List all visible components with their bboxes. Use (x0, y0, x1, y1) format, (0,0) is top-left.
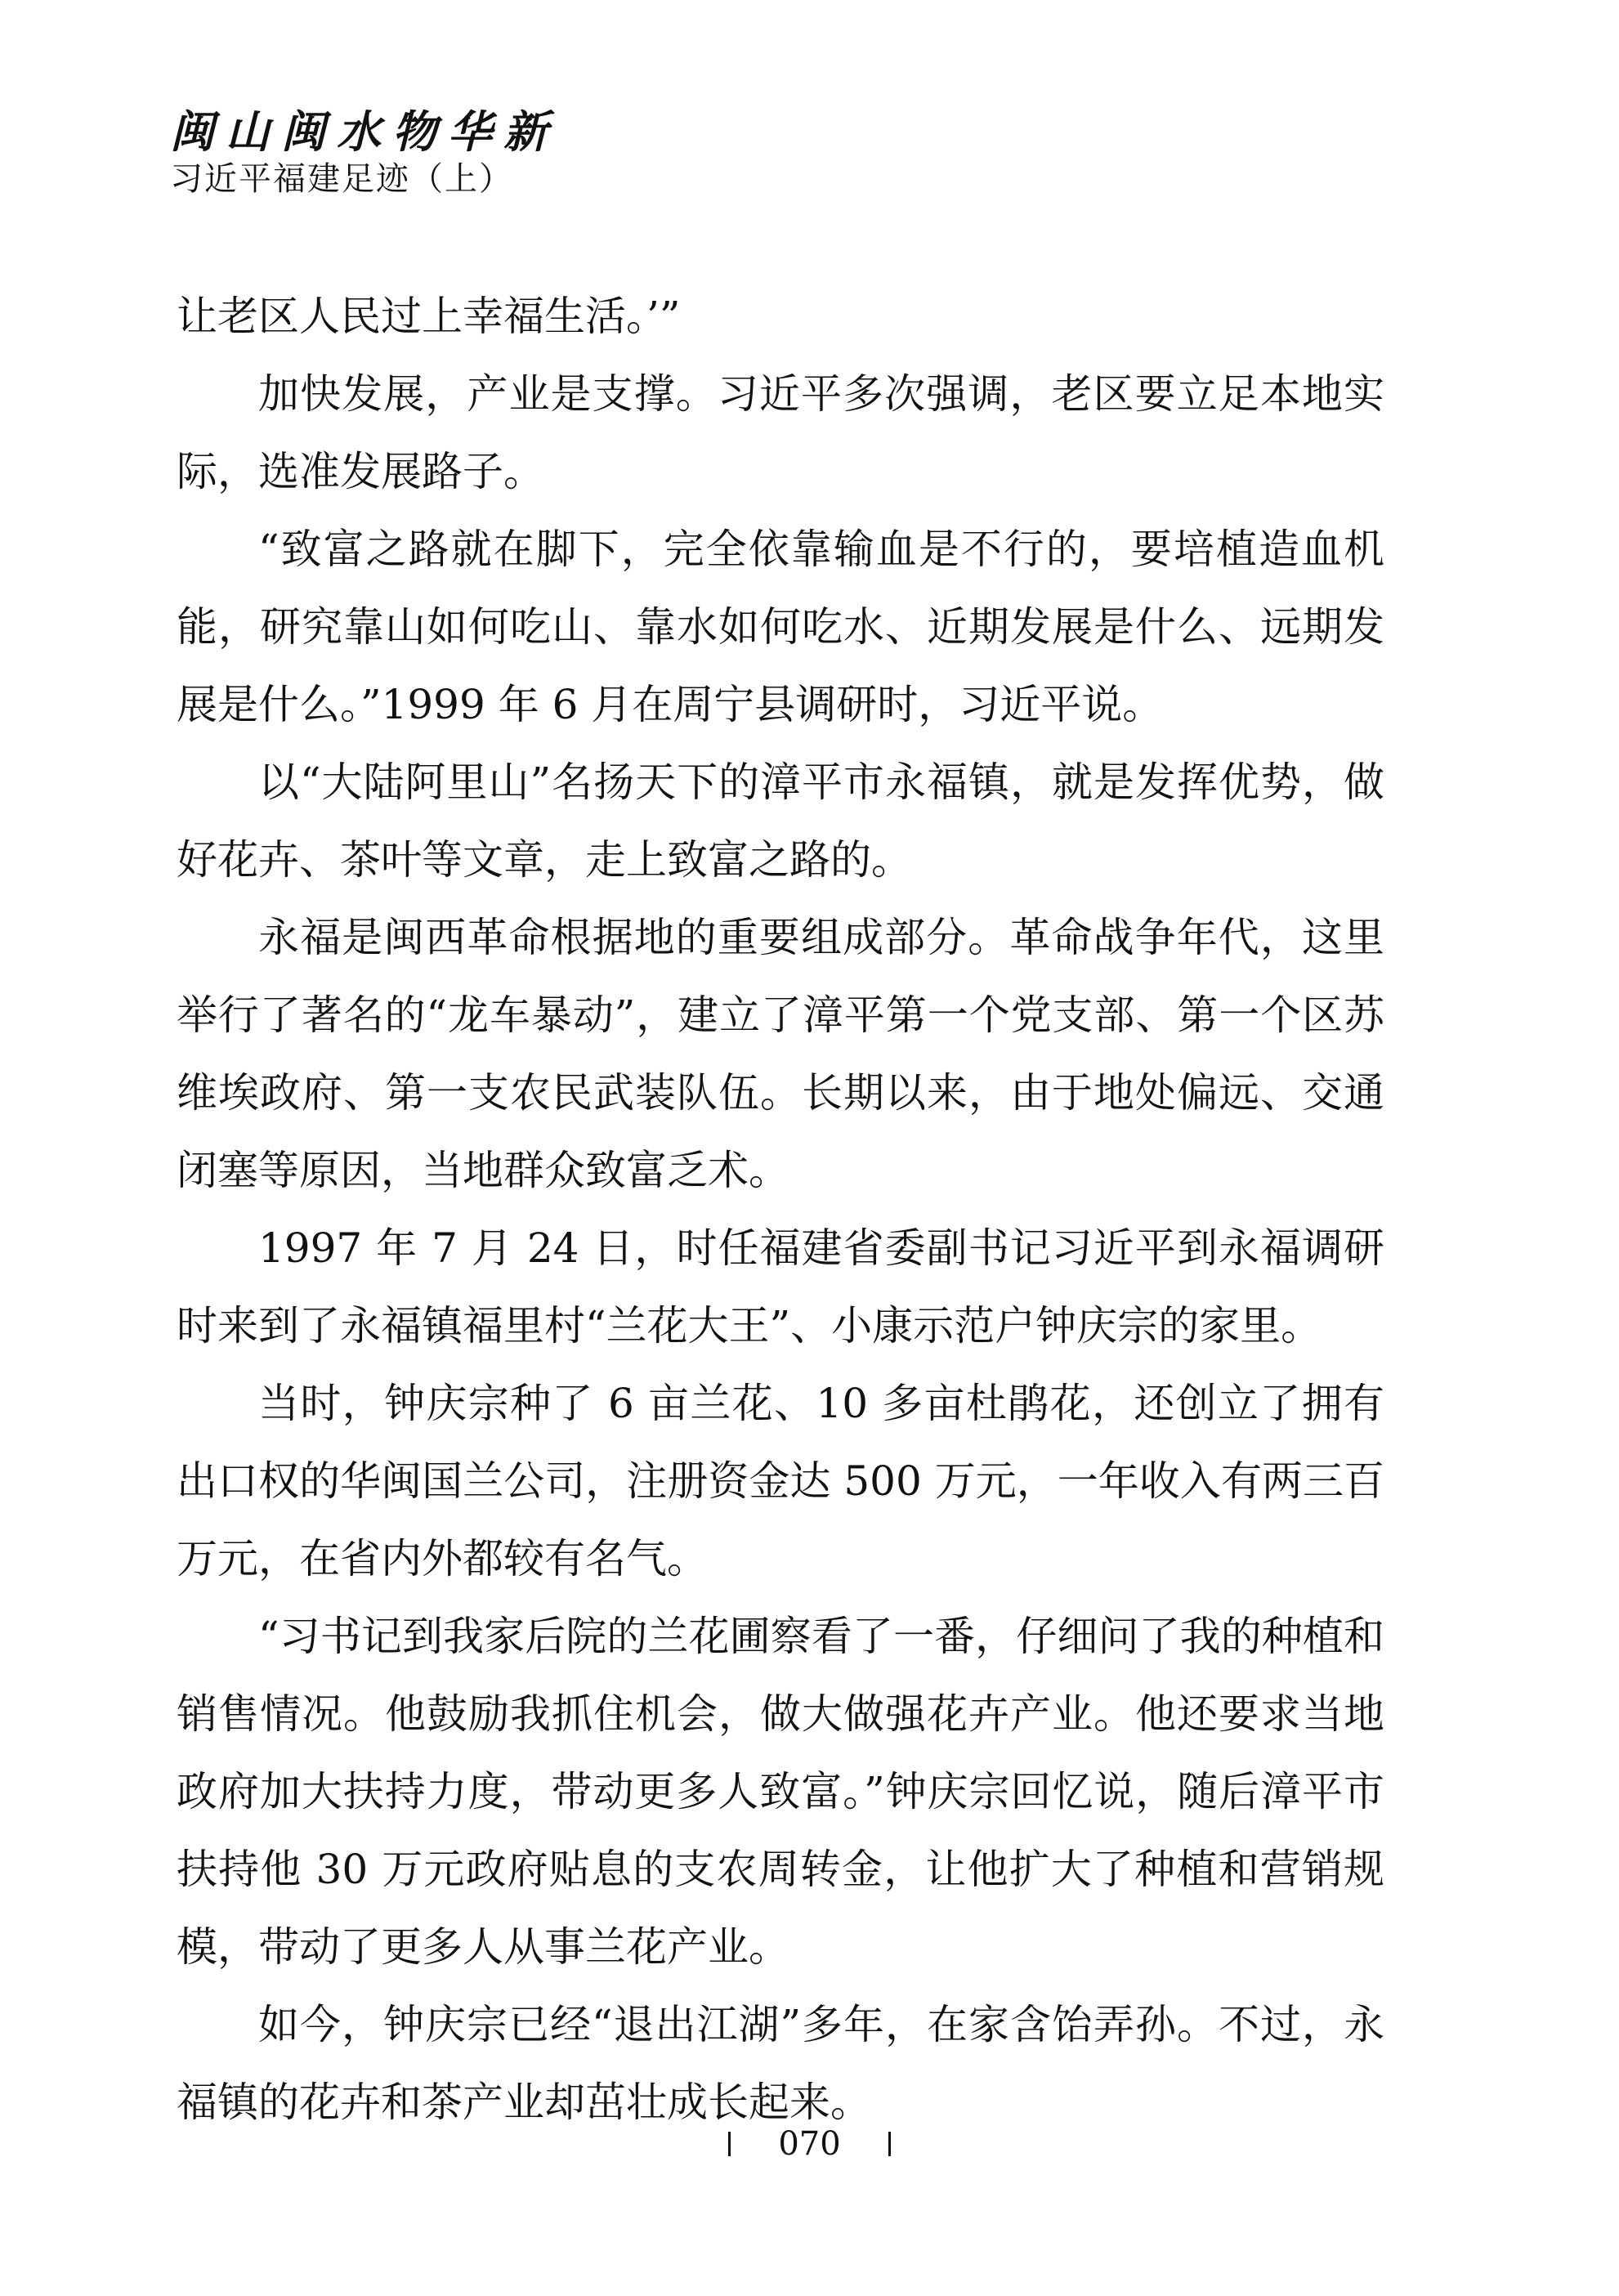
body-text (177, 278, 1384, 2142)
paragraph: “习书记到我家后院的兰花圃察看了一番，仔细问了我的种植和销售情况。他鼓励我抓住机会，做大做强花卉产业。他还要求当地政府加大扶持力度，带动更多人致富。”钟庆宗回忆说，随后漳平市扶持他 30 万元政府贴息的支农周转金，让他扩大了种植和营销规模，带动了更多人从事兰花产业。 (177, 1613, 1384, 1971)
running-header (170, 105, 559, 199)
page-number-left-rule (728, 2132, 731, 2156)
page-footer (0, 2124, 1619, 2164)
book-subtitle: 习近平福建足迹（上） (170, 160, 513, 198)
paragraph: 永福是闽西革命根据地的重要组成部分。革命战争年代，这里举行了著名的“龙车暴动”，建立了漳平第一个党支部、第一个区苏维埃政府、第一支农民武装队伍。长期以来，由于地处偏远、交通闭塞等原因，当地群众致富乏术。 (177, 914, 1384, 1194)
book-title: 闽山闽水物华新 (170, 105, 559, 158)
paragraph: 以“大陆阿里山”名扬天下的漳平市永福镇，就是发挥优势，做好花卉、茶叶等文章，走上致富之路的。 (177, 759, 1384, 884)
paragraph: 如今，钟庆宗已经“退出江湖”多年，在家含饴弄孙。不过，永福镇的花卉和茶产业却茁壮成长起来。 (177, 2001, 1384, 2126)
page-number-right-rule (888, 2132, 891, 2156)
paragraph: 当时，钟庆宗种了 6 亩兰花、10 多亩杜鹃花，还创立了拥有出口权的华闽国兰公司，注册资金达 500 万元，一年收入有两三百万元，在省内外都较有名气。 (177, 1380, 1384, 1582)
page-number: 070 (778, 2125, 841, 2163)
paragraph-continued: 让老区人民过上幸福生活。’” (177, 293, 681, 340)
paragraph: “致富之路就在脚下，完全依靠输血是不行的，要培植造血机能，研究靠山如何吃山、靠水如何吃水、近期发展是什么、远期发展是什么。”1999 年 6 月在周宁县调研时，习近平说。 (177, 526, 1384, 728)
paragraph: 1997 年 7 月 24 日，时任福建省委副书记习近平到永福调研时来到了永福镇福里村“兰花大王”、小康示范户钟庆宗的家里。 (177, 1224, 1384, 1349)
paragraph: 加快发展，产业是支撑。习近平多次强调，老区要立足本地实际，选准发展路子。 (177, 370, 1384, 495)
